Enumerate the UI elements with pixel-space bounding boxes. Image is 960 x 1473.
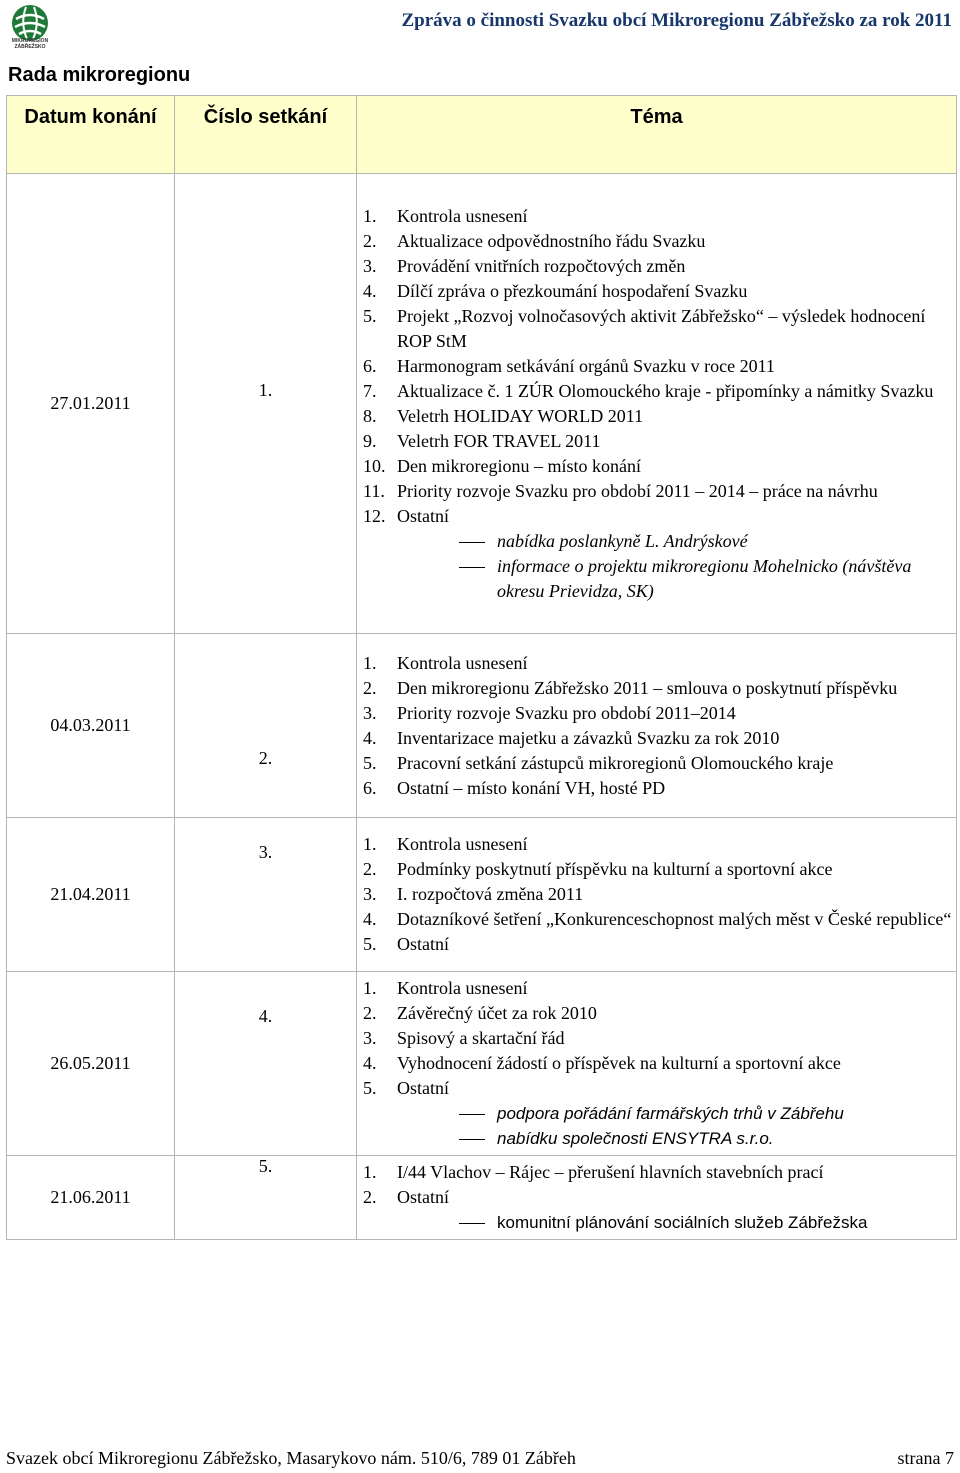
topic-number: 8. — [363, 405, 377, 426]
topic-number: 6. — [363, 355, 377, 376]
topic-number: 10. — [363, 455, 386, 476]
topic-text: Den mikroregionu – místo konání — [397, 455, 641, 476]
topic-number: 4. — [363, 727, 377, 748]
list-item — [363, 379, 952, 404]
sub-list-item — [363, 1126, 952, 1151]
topic-text: Kontrola usnesení — [397, 205, 528, 226]
topic-number: 5. — [363, 1078, 377, 1098]
sub-list-item — [363, 1101, 952, 1126]
topic-number: 3. — [363, 884, 377, 904]
column-header-topic: Téma — [357, 96, 957, 174]
topic-text: Ostatní — [397, 934, 449, 954]
document-title: Zpráva o činnosti Svazku obcí Mikroregionu Zábřežsko za rok 2011 — [401, 10, 952, 31]
topic-text: I/44 Vlachov – Rájec – přerušení hlavních stavebních prací — [397, 1162, 824, 1182]
page-header — [0, 0, 960, 58]
topic-text: Priority rozvoje Svazku pro období 2011–2014 — [397, 702, 736, 723]
topic-text: Aktualizace č. 1 ZÚR Olomouckého kraje - připomínky a námitky Svazku — [397, 380, 934, 401]
sub-list-item — [363, 554, 952, 604]
table-row — [7, 818, 957, 972]
topic-number: 12. — [363, 505, 386, 526]
topic-number: 1. — [363, 205, 377, 226]
topic-text: Spisový a skartační řád — [397, 1028, 565, 1048]
topic-number: 1. — [363, 834, 377, 854]
list-item — [363, 907, 952, 932]
list-item — [363, 354, 952, 379]
topic-number: 3. — [363, 255, 377, 276]
meeting-date: 21.06.2011 — [7, 1156, 175, 1240]
list-item — [363, 254, 952, 279]
topic-number: 4. — [363, 909, 377, 929]
list-item — [363, 479, 952, 504]
topic-number: 5. — [363, 305, 377, 326]
topic-number: 4. — [363, 280, 377, 301]
topic-number: 3. — [363, 702, 377, 723]
topic-number: 11. — [363, 480, 385, 501]
topic-number: 2. — [363, 677, 377, 698]
topic-text: Ostatní – místo konání VH, hosté PD — [397, 777, 666, 798]
meeting-topics — [357, 634, 957, 818]
topic-text: Podmínky poskytnutí příspěvku na kulturní a sportovní akce — [397, 859, 833, 879]
footer-address: Svazek obcí Mikroregionu Zábřežsko, Masarykovo nám. 510/6, 789 01 Zábřeh — [6, 1448, 576, 1468]
table-row — [7, 634, 957, 818]
meeting-date: 27.01.2011 — [7, 174, 175, 634]
topic-text: Kontrola usnesení — [397, 652, 528, 673]
topic-number: 1. — [363, 652, 377, 673]
sub-item-text: komunitní plánování sociálních služeb Zábřežska — [497, 1213, 868, 1232]
list-item — [363, 279, 952, 304]
list-item — [363, 932, 952, 957]
sub-list-item — [363, 1210, 952, 1235]
meeting-number: 3. — [175, 818, 357, 972]
topic-number: 9. — [363, 430, 377, 451]
list-item — [363, 1185, 952, 1210]
list-item — [363, 651, 952, 676]
topic-number: 2. — [363, 859, 377, 879]
dash-bullet-icon — [459, 1101, 497, 1126]
sub-item-text: informace o projektu mikroregionu Mohelnicko (návštěva okresu Prievidza, SK) — [497, 555, 912, 601]
mikroregion-logo — [10, 3, 50, 43]
list-item — [363, 1160, 952, 1185]
list-item — [363, 1076, 952, 1101]
list-item — [363, 832, 952, 857]
list-item — [363, 204, 952, 229]
list-item — [363, 676, 952, 701]
meeting-date: 04.03.2011 — [7, 634, 175, 818]
table-row — [7, 1156, 957, 1240]
list-item — [363, 882, 952, 907]
section-title: Rada mikroregionu — [8, 64, 191, 86]
topic-number: 7. — [363, 380, 377, 401]
topic-text: Aktualizace odpovědnostního řádu Svazku — [397, 230, 706, 251]
sub-item-text: nabídku společnosti ENSYTRA s.r.o. — [497, 1129, 774, 1148]
meeting-date: 26.05.2011 — [7, 972, 175, 1156]
topic-text: Dotazníkové šetření „Konkurenceschopnost malých měst v České republice“ — [397, 909, 952, 929]
topic-text: Priority rozvoje Svazku pro období 2011 – 2014 – práce na návrhu — [397, 480, 878, 501]
list-item — [363, 1051, 952, 1076]
column-header-number: Číslo setkání — [175, 96, 357, 174]
meeting-number: 4. — [175, 972, 357, 1156]
topic-number: 1. — [363, 978, 377, 998]
sub-item-text: nabídka poslankyně L. Andrýskové — [497, 530, 748, 551]
topic-number: 5. — [363, 752, 377, 773]
meeting-topics — [357, 174, 957, 634]
topic-text: Inventarizace majetku a závazků Svazku za rok 2010 — [397, 727, 780, 748]
list-item — [363, 454, 952, 479]
topic-text: Závěrečný účet za rok 2010 — [397, 1003, 597, 1023]
list-item — [363, 776, 952, 801]
column-header-date: Datum konání — [7, 96, 175, 174]
topic-text: Pracovní setkání zástupců mikroregionů Olomouckého kraje — [397, 752, 834, 773]
list-item — [363, 857, 952, 882]
topic-text: Harmonogram setkávání orgánů Svazku v roce 2011 — [397, 355, 775, 376]
meeting-number: 2. — [175, 634, 357, 818]
topic-text: Ostatní — [397, 1078, 449, 1098]
list-item — [363, 304, 952, 354]
topic-text: Ostatní — [397, 1187, 449, 1207]
topic-text: I. rozpočtová změna 2011 — [397, 884, 584, 904]
dash-bullet-icon — [459, 1210, 497, 1235]
table-header-row — [7, 96, 957, 174]
list-item — [363, 1026, 952, 1051]
topic-text: Veletrh FOR TRAVEL 2011 — [397, 430, 601, 451]
meeting-topics — [357, 1156, 957, 1240]
topic-text: Kontrola usnesení — [397, 978, 528, 998]
meeting-number: 5. — [175, 1156, 357, 1240]
dash-bullet-icon — [459, 1126, 497, 1151]
topic-text: Dílčí zpráva o přezkoumání hospodaření Svazku — [397, 280, 748, 301]
sub-item-text: podpora pořádání farmářských trhů v Zábřehu — [497, 1104, 844, 1123]
topic-text: Ostatní — [397, 505, 449, 526]
meeting-number: 1. — [175, 174, 357, 634]
topic-text: Vyhodnocení žádostí o příspěvek na kulturní a sportovní akce — [397, 1053, 841, 1073]
list-item — [363, 429, 952, 454]
meeting-topics — [357, 972, 957, 1156]
topic-text: Kontrola usnesení — [397, 834, 528, 854]
list-item — [363, 504, 952, 529]
logo-text: MIKROREGION ZÁBŘEŽSKO — [11, 38, 49, 50]
meetings-table — [6, 95, 957, 1240]
page-number: strana 7 — [897, 1448, 954, 1468]
topic-number: 1. — [363, 1162, 377, 1182]
meeting-date: 21.04.2011 — [7, 818, 175, 972]
sub-list-item — [363, 529, 952, 554]
list-item — [363, 726, 952, 751]
topic-text: Veletrh HOLIDAY WORLD 2011 — [397, 405, 644, 426]
topic-text: Den mikroregionu Zábřežsko 2011 – smlouva o poskytnutí příspěvku — [397, 677, 898, 698]
topic-number: 5. — [363, 934, 377, 954]
topic-number: 3. — [363, 1028, 377, 1048]
page-footer — [6, 1448, 954, 1469]
table-row — [7, 174, 957, 634]
list-item — [363, 976, 952, 1001]
logo-globe-icon — [10, 3, 50, 43]
topic-text: Projekt „Rozvoj volnočasových aktivit Zábřežsko“ – výsledek hodnocení ROP StM — [397, 305, 926, 351]
list-item — [363, 1001, 952, 1026]
list-item — [363, 751, 952, 776]
topic-number: 2. — [363, 1003, 377, 1023]
list-item — [363, 404, 952, 429]
topic-text: Provádění vnitřních rozpočtových změn — [397, 255, 686, 276]
table-row — [7, 972, 957, 1156]
topic-number: 2. — [363, 230, 377, 251]
topic-number: 4. — [363, 1053, 377, 1073]
dash-bullet-icon — [459, 554, 497, 604]
list-item — [363, 701, 952, 726]
topic-number: 2. — [363, 1187, 377, 1207]
meeting-topics — [357, 818, 957, 972]
list-item — [363, 229, 952, 254]
dash-bullet-icon — [459, 529, 497, 554]
topic-number: 6. — [363, 777, 377, 798]
